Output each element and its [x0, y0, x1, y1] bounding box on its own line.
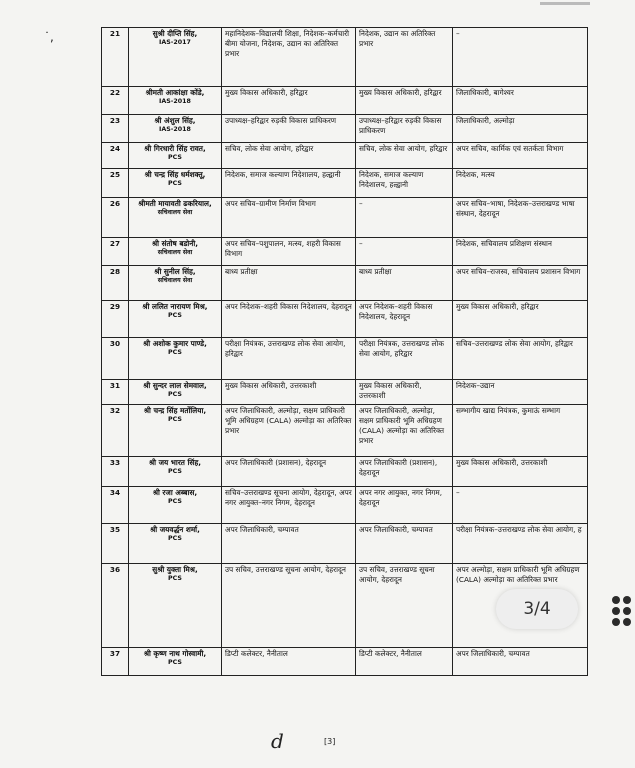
- serial-number-cell: 21: [102, 28, 129, 87]
- officer-name-cell: [129, 487, 222, 524]
- officer-name: श्रीमती मायावती ढकरियाल,: [138, 199, 212, 208]
- officer-name-cell: [129, 198, 222, 238]
- new-post-cell: अपर सचिव, कार्मिक एवं सतर्कता विभाग: [453, 143, 588, 169]
- table-row: [102, 405, 588, 457]
- relieved-post-cell: उप सचिव, उत्तराखण्ड सूचना आयोग, देहरादून: [356, 564, 453, 648]
- serial-number-cell: 22: [102, 87, 129, 115]
- current-post-cell: महानिदेशक–विद्यालयी शिक्षा, निदेशक–कर्मचारी बीमा योजना, निदेशक, उद्यान का अतिरिक्त प्रभार: [222, 28, 356, 87]
- new-post-cell: अपर सचिव–राजस्व, सचिवालय प्रशासन विभाग: [453, 266, 588, 301]
- serial-number-cell: 36: [102, 564, 129, 648]
- officer-name: श्री सुनील सिंह,: [154, 267, 196, 276]
- new-post-cell: मुख्य विकास अधिकारी, उत्तरकाशी: [453, 457, 588, 487]
- new-post-cell: मुख्य विकास अधिकारी, हरिद्वार: [453, 301, 588, 338]
- new-post-cell: अपर जिलाधिकारी, चम्पावत: [453, 648, 588, 676]
- serial-number-cell: 24: [102, 143, 129, 169]
- officer-name-cell: [129, 524, 222, 564]
- relieved-post-cell: –: [356, 238, 453, 266]
- officer-cadre: PCS: [168, 416, 182, 424]
- table-row: [102, 87, 588, 115]
- relieved-post-cell: मुख्य विकास अधिकारी, उत्तरकाशी: [356, 380, 453, 405]
- page-marker: ˙,: [44, 30, 54, 44]
- officer-name-cell: [129, 338, 222, 380]
- officer-cadre: IAS-2018: [159, 126, 191, 134]
- page-indicator[interactable]: 3/4: [496, 589, 578, 629]
- table-row: [102, 380, 588, 405]
- relieved-post-cell: अपर जिलाधिकारी, चम्पावत: [356, 524, 453, 564]
- new-post-cell: अपर अल्मोड़ा, सक्षम प्राधिकारी भूमि अधिग्रहण (CALA) अल्मोड़ा का अतिरिक्त प्रभार: [453, 564, 588, 648]
- current-post-cell: मुख्य विकास अधिकारी, हरिद्वार: [222, 87, 356, 115]
- current-post-cell: बाध्य प्रतीक्षा: [222, 266, 356, 301]
- serial-number-cell: 37: [102, 648, 129, 676]
- current-post-cell: मुख्य विकास अधिकारी, उत्तरकाशी: [222, 380, 356, 405]
- table-row: [102, 238, 588, 266]
- top-edge-mark: [540, 2, 590, 5]
- officer-cadre: PCS: [168, 575, 182, 583]
- current-post-cell: अपर जिलाधिकारी, चम्पावत: [222, 524, 356, 564]
- signature: d: [271, 729, 284, 753]
- serial-number-cell: 25: [102, 169, 129, 198]
- transfer-table: [101, 27, 588, 676]
- current-post-cell: निदेशक, समाज कल्याण निदेशालय, हल्द्वानी: [222, 169, 356, 198]
- current-post-cell: अपर जिलाधिकारी, अल्मोड़ा, सक्षम प्राधिकारी भूमि अधिग्रहण (CALA) अल्मोड़ा का अतिरिक्त प्रभार: [222, 405, 356, 457]
- officer-name-cell: [129, 564, 222, 648]
- current-post-cell: परीक्षा नियंत्रक, उत्तराखण्ड लोक सेवा आयोग, हरिद्वार: [222, 338, 356, 380]
- current-post-cell: अपर निदेशक–शहरी विकास निदेशालय, देहरादून: [222, 301, 356, 338]
- officer-cadre: PCS: [168, 349, 182, 357]
- relieved-post-cell: सचिव, लोक सेवा आयोग, हरिद्वार: [356, 143, 453, 169]
- officer-cadre: PCS: [168, 312, 182, 320]
- serial-number-cell: 32: [102, 405, 129, 457]
- table-row: [102, 301, 588, 338]
- new-post-cell: जिलाधिकारी, बागेश्वर: [453, 87, 588, 115]
- serial-number-cell: 29: [102, 301, 129, 338]
- officer-name: श्री ललित नारायण मिश्र,: [142, 302, 208, 311]
- table-row: [102, 28, 588, 87]
- officer-name: श्री रजा अब्बास,: [152, 488, 198, 497]
- officer-name: श्री अशोक कुमार पाण्डे,: [143, 339, 207, 348]
- new-post-cell: निदेशक, मत्स्य: [453, 169, 588, 198]
- officer-name: श्री कृष्ण नाथ गोस्वामी,: [143, 649, 207, 658]
- table-row: [102, 457, 588, 487]
- table-row: [102, 524, 588, 564]
- relieved-post-cell: –: [356, 198, 453, 238]
- current-post-cell: डिप्टी कलेक्टर, नैनीताल: [222, 648, 356, 676]
- officer-name-cell: [129, 238, 222, 266]
- officer-name: श्री चन्द्र सिंह धर्मशक्तू,: [144, 170, 206, 179]
- officer-name-cell: [129, 648, 222, 676]
- relieved-post-cell: अपर नगर आयुक्त, नगर निगम, देहरादून: [356, 487, 453, 524]
- new-post-cell: सम्भागीय खाद्य नियंत्रक, कुमाऊं सम्भाग: [453, 405, 588, 457]
- officer-name: श्री सुन्दर लाल सेमवाल,: [143, 381, 207, 390]
- more-options-icon[interactable]: [611, 590, 635, 630]
- new-post-cell: –: [453, 487, 588, 524]
- serial-number-cell: 35: [102, 524, 129, 564]
- relieved-post-cell: निदेशक, समाज कल्याण निदेशालय, हल्द्वानी: [356, 169, 453, 198]
- officer-name: श्री संतोष बडोनी,: [151, 239, 198, 248]
- officer-name: श्री जयवर्द्धन शर्मा,: [150, 525, 200, 534]
- new-post-cell: अपर सचिव–भाषा, निदेशक–उत्तराखण्ड भाषा संस्थान, देहरादून: [453, 198, 588, 238]
- officer-name-cell: [129, 143, 222, 169]
- officer-name: श्री चन्द्र सिंह मर्तोलिया,: [143, 406, 207, 415]
- officer-name: श्री अंशुल सिंह,: [154, 116, 196, 125]
- relieved-post-cell: उपाध्यक्ष–हरिद्वार रुड़की विकास प्राधिकरण: [356, 115, 453, 143]
- officer-cadre: सचिवालय सेवा: [157, 277, 193, 285]
- relieved-post-cell: अपर जिलाधिकारी, अल्मोड़ा, सक्षम प्राधिकारी भूमि अधिग्रहण (CALA) अल्मोड़ा का अतिरिक्त प्रभार: [356, 405, 453, 457]
- new-post-cell: निदेशक–उद्यान: [453, 380, 588, 405]
- current-post-cell: सचिव, लोक सेवा आयोग, हरिद्वार: [222, 143, 356, 169]
- relieved-post-cell: परीक्षा नियंत्रक, उत्तराखण्ड लोक सेवा आयोग, हरिद्वार: [356, 338, 453, 380]
- new-post-cell: परीक्षा नियंत्रक–उत्तराखण्ड लोक सेवा आयोग, ह: [453, 524, 588, 564]
- officer-name: श्री जय भारत सिंह,: [149, 458, 201, 467]
- serial-number-cell: 30: [102, 338, 129, 380]
- relieved-post-cell: अपर निदेशक–शहरी विकास निदेशालय, देहरादून: [356, 301, 453, 338]
- current-post-cell: सचिव–उत्तराखण्ड सूचना आयोग, देहरादून, अपर नगर आयुक्त–नगर निगम, देहरादून: [222, 487, 356, 524]
- officer-cadre: सचिवालय सेवा: [157, 209, 193, 217]
- officer-cadre: IAS-2018: [159, 98, 191, 106]
- new-post-cell: –: [453, 28, 588, 87]
- serial-number-cell: 23: [102, 115, 129, 143]
- serial-number-cell: 33: [102, 457, 129, 487]
- new-post-cell: निदेशक, सचिवालय प्रशिक्षण संस्थान: [453, 238, 588, 266]
- new-post-cell: जिलाधिकारी, अल्मोड़ा: [453, 115, 588, 143]
- officer-name: सुश्री युक्ता मिश्र,: [152, 565, 198, 574]
- officer-cadre: IAS-2017: [159, 39, 191, 47]
- relieved-post-cell: निदेशक, उद्यान का अतिरिक्त प्रभार: [356, 28, 453, 87]
- officer-name-cell: [129, 405, 222, 457]
- officer-cadre: PCS: [168, 154, 182, 162]
- officer-name-cell: [129, 301, 222, 338]
- current-post-cell: अपर सचिव–ग्रामीण निर्माण विभाग: [222, 198, 356, 238]
- officer-name-cell: [129, 115, 222, 143]
- officer-name: श्रीमती आकांक्षा कोंडे,: [145, 88, 205, 97]
- officer-name-cell: [129, 457, 222, 487]
- table-row: [102, 648, 588, 676]
- officer-name-cell: [129, 28, 222, 87]
- officer-cadre: PCS: [168, 468, 182, 476]
- officer-name: श्री गिरधारी सिंह रावत,: [144, 144, 206, 153]
- current-post-cell: उप सचिव, उत्तराखण्ड सूचना आयोग, देहरादून: [222, 564, 356, 648]
- officer-cadre: PCS: [168, 391, 182, 399]
- officer-cadre: PCS: [168, 659, 182, 667]
- table-row: [102, 338, 588, 380]
- table-row: [102, 169, 588, 198]
- new-post-cell: सचिव–उत्तराखण्ड लोक सेवा आयोग, हरिद्वार: [453, 338, 588, 380]
- current-post-cell: अपर जिलाधिकारी (प्रशासन), देहरादून: [222, 457, 356, 487]
- officer-cadre: सचिवालय सेवा: [157, 249, 193, 257]
- current-post-cell: उपाध्यक्ष–हरिद्वार रुड़की विकास प्राधिकरण: [222, 115, 356, 143]
- relieved-post-cell: डिप्टी कलेक्टर, नैनीताल: [356, 648, 453, 676]
- officer-name-cell: [129, 169, 222, 198]
- relieved-post-cell: अपर जिलाधिकारी (प्रशासन), देहरादून: [356, 457, 453, 487]
- table-row: [102, 487, 588, 524]
- serial-number-cell: 31: [102, 380, 129, 405]
- relieved-post-cell: मुख्य विकास अधिकारी, हरिद्वार: [356, 87, 453, 115]
- officer-name-cell: [129, 87, 222, 115]
- officer-cadre: PCS: [168, 180, 182, 188]
- officer-cadre: PCS: [168, 535, 182, 543]
- serial-number-cell: 27: [102, 238, 129, 266]
- serial-number-cell: 28: [102, 266, 129, 301]
- page-number: [3]: [324, 737, 336, 746]
- officer-name-cell: [129, 266, 222, 301]
- table-row: [102, 115, 588, 143]
- table-row: [102, 143, 588, 169]
- current-post-cell: अपर सचिव–पशुपालन, मत्स्य, शहरी विकास विभाग: [222, 238, 356, 266]
- relieved-post-cell: बाध्य प्रतीक्षा: [356, 266, 453, 301]
- officer-cadre: PCS: [168, 498, 182, 506]
- table-row: [102, 198, 588, 238]
- officer-name: सुश्री दीप्ति सिंह,: [152, 29, 198, 38]
- officer-name-cell: [129, 380, 222, 405]
- table-row: [102, 266, 588, 301]
- serial-number-cell: 26: [102, 198, 129, 238]
- serial-number-cell: 34: [102, 487, 129, 524]
